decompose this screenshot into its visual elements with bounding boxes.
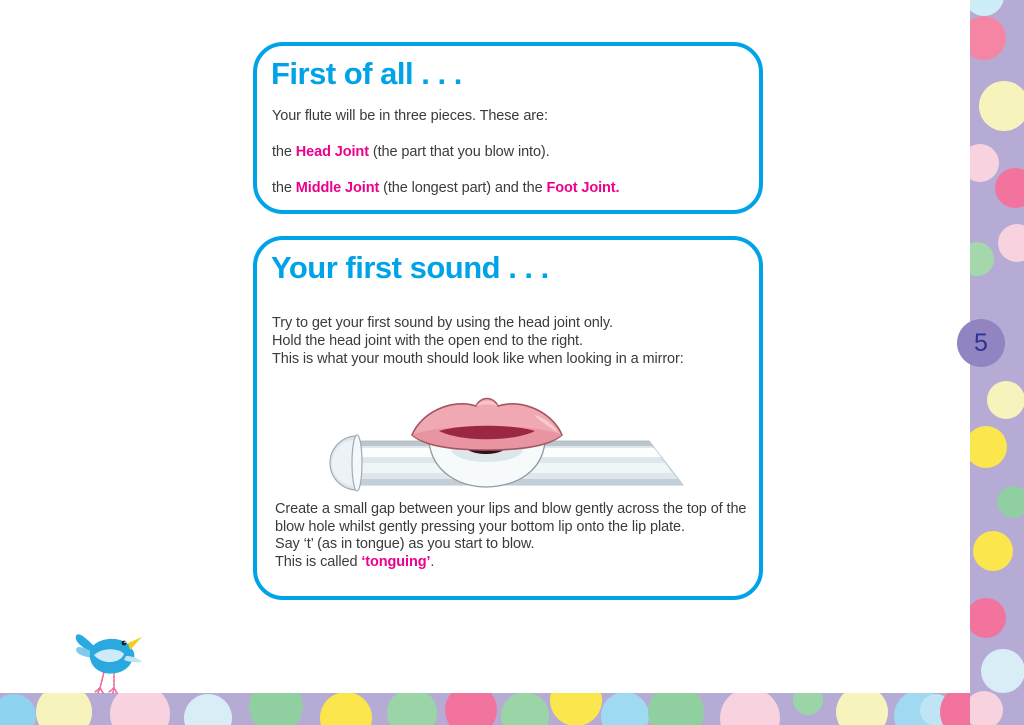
polka-dot xyxy=(550,693,602,725)
bird-beak xyxy=(128,637,142,650)
section-first-of-all xyxy=(253,42,763,214)
polka-dot xyxy=(110,693,170,725)
polka-dot xyxy=(387,693,437,725)
polka-dot xyxy=(998,224,1024,262)
polka-dot xyxy=(601,693,649,725)
middle-joint-term: Middle Joint xyxy=(295,180,380,196)
step-line: This is what your mouth should look like when looking in a mirror: xyxy=(272,351,684,367)
bird-eye-glint xyxy=(124,641,126,643)
polka-dot xyxy=(970,0,1004,16)
bird-legs xyxy=(95,672,117,693)
step-line: Hold the head joint with the open end to the right. xyxy=(272,333,583,349)
polka-dot xyxy=(981,649,1024,693)
head-joint-line xyxy=(272,144,550,160)
bluebird-mascot-icon xyxy=(74,626,144,694)
head-joint-suffix: (the part that you blow into). xyxy=(368,144,550,160)
polka-dot xyxy=(184,694,232,725)
step-line: Try to get your first sound by using the head joint only. xyxy=(272,315,613,331)
crown-ring xyxy=(352,435,362,491)
polka-dot xyxy=(970,426,1007,468)
polka-dot xyxy=(720,693,780,725)
polka-dot xyxy=(445,693,497,725)
polka-dot xyxy=(970,242,994,276)
polka-dot xyxy=(997,486,1024,518)
polka-dot xyxy=(0,694,36,725)
tonguing-line xyxy=(275,554,746,572)
instructions-paragraph xyxy=(275,501,746,571)
polka-dot xyxy=(501,693,549,725)
polka-dot xyxy=(320,693,372,725)
bird-eye xyxy=(122,641,127,646)
tonguing-suffix: . xyxy=(430,553,435,570)
foot-joint-term: Foot Joint. xyxy=(546,180,620,196)
polka-dot xyxy=(995,168,1024,208)
page-number-badge xyxy=(957,319,1005,367)
instruction-line: blow hole whilst gently pressing your bottom lip onto the lip plate. xyxy=(275,518,685,535)
section-title-first-of-all: First of all . . . xyxy=(271,56,462,91)
page-number: 5 xyxy=(974,328,988,357)
lips-on-flute-illustration xyxy=(309,385,689,495)
section-your-first-sound xyxy=(253,236,763,600)
polka-dot xyxy=(970,16,1006,60)
bottom-border-strip xyxy=(0,693,1024,725)
middle-joint-mid: (the longest part) and the xyxy=(379,180,547,196)
polka-dot xyxy=(793,693,823,715)
section-title-your-first-sound: Your first sound . . . xyxy=(271,250,549,285)
polka-dot xyxy=(979,81,1024,131)
tonguing-term: ‘tonguing’ xyxy=(361,553,431,570)
polka-dot xyxy=(970,144,999,182)
tonguing-prefix: This is called xyxy=(275,553,362,570)
middle-joint-prefix: the xyxy=(272,180,296,196)
polka-dot xyxy=(970,691,1003,725)
intro-text: Your flute will be in three pieces. These are: xyxy=(272,108,548,124)
polka-dot xyxy=(970,598,1006,638)
polka-dot xyxy=(249,693,303,725)
steps-paragraph xyxy=(272,314,684,368)
lips xyxy=(412,399,562,451)
middle-joint-line xyxy=(272,180,619,196)
polka-dot xyxy=(836,693,888,725)
polka-dot xyxy=(36,693,92,725)
head-joint-term: Head Joint xyxy=(295,144,369,160)
head-joint-prefix: the xyxy=(272,144,296,160)
polka-dot xyxy=(973,531,1013,571)
instruction-line: Create a small gap between your lips and blow gently across the top of the xyxy=(275,501,747,517)
instruction-line: Say ‘t’ (as in tongue) as you start to blow. xyxy=(275,536,535,552)
polka-dot xyxy=(987,381,1024,419)
polka-dot xyxy=(648,693,704,725)
